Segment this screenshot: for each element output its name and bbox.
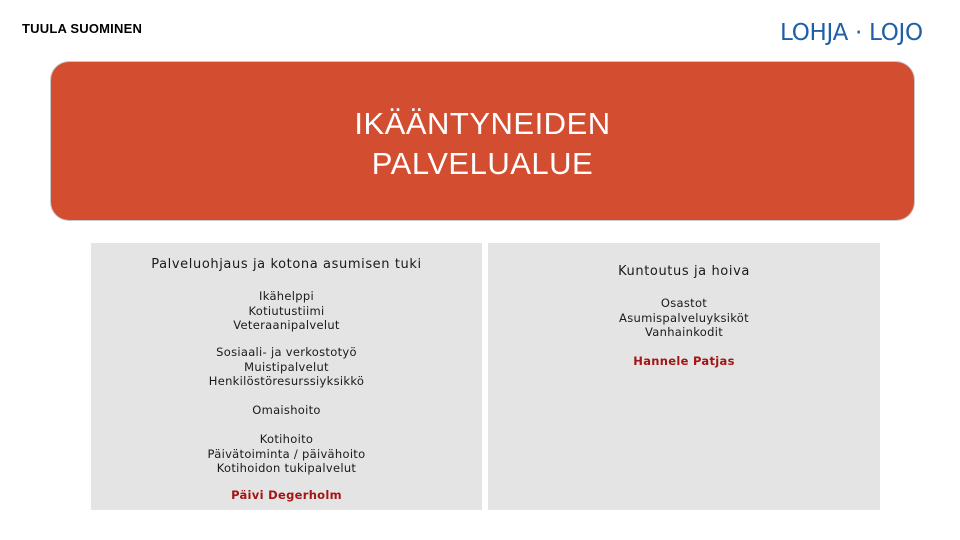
service-item: Osastot [660, 296, 708, 310]
service-item: Kotihoito [259, 432, 314, 446]
banner-title-line-1: IKÄÄNTYNEIDEN [354, 106, 611, 141]
service-item: Asumispalveluyksiköt [619, 310, 749, 325]
lohja-lojo-logo: LOHJA · LOJO [780, 20, 923, 46]
title-banner [51, 62, 914, 220]
service-item: Sosiaali- ja verkostotyö [216, 345, 357, 359]
left-panel-heading: Palveluohjaus ja kotona asumisen tuki [151, 257, 422, 272]
left-group-4 [91, 432, 482, 476]
service-item: Omaishoito [252, 403, 321, 417]
right-panel-manager: Hannele Patjas [633, 354, 735, 368]
service-item: Ikähelppi [259, 289, 314, 303]
service-item: Vanhainkodit [644, 325, 724, 339]
service-item: Kotiutustiimi [248, 303, 325, 318]
left-group-2 [91, 345, 482, 389]
service-item: Henkilöstöresurssiyksikkö [208, 374, 365, 388]
left-service-panel [91, 243, 482, 510]
left-group-1 [91, 289, 482, 333]
service-item: Veteraanipalvelut [233, 318, 340, 332]
banner-title-line-2: PALVELUALUE [371, 146, 594, 181]
left-panel-manager: Päivi Degerholm [231, 488, 342, 502]
left-group-3 [91, 403, 482, 418]
service-item: Kotihoidon tukipalvelut [216, 461, 357, 475]
service-item: Muistipalvelut [244, 359, 329, 374]
service-item: Päivätoiminta / päivähoito [207, 446, 366, 461]
right-panel-heading: Kuntoutus ja hoiva [618, 264, 750, 279]
right-group-1 [488, 296, 880, 340]
author-name: TUULA SUOMINEN [22, 21, 143, 36]
right-service-panel [488, 243, 880, 510]
banner-title [51, 104, 914, 184]
